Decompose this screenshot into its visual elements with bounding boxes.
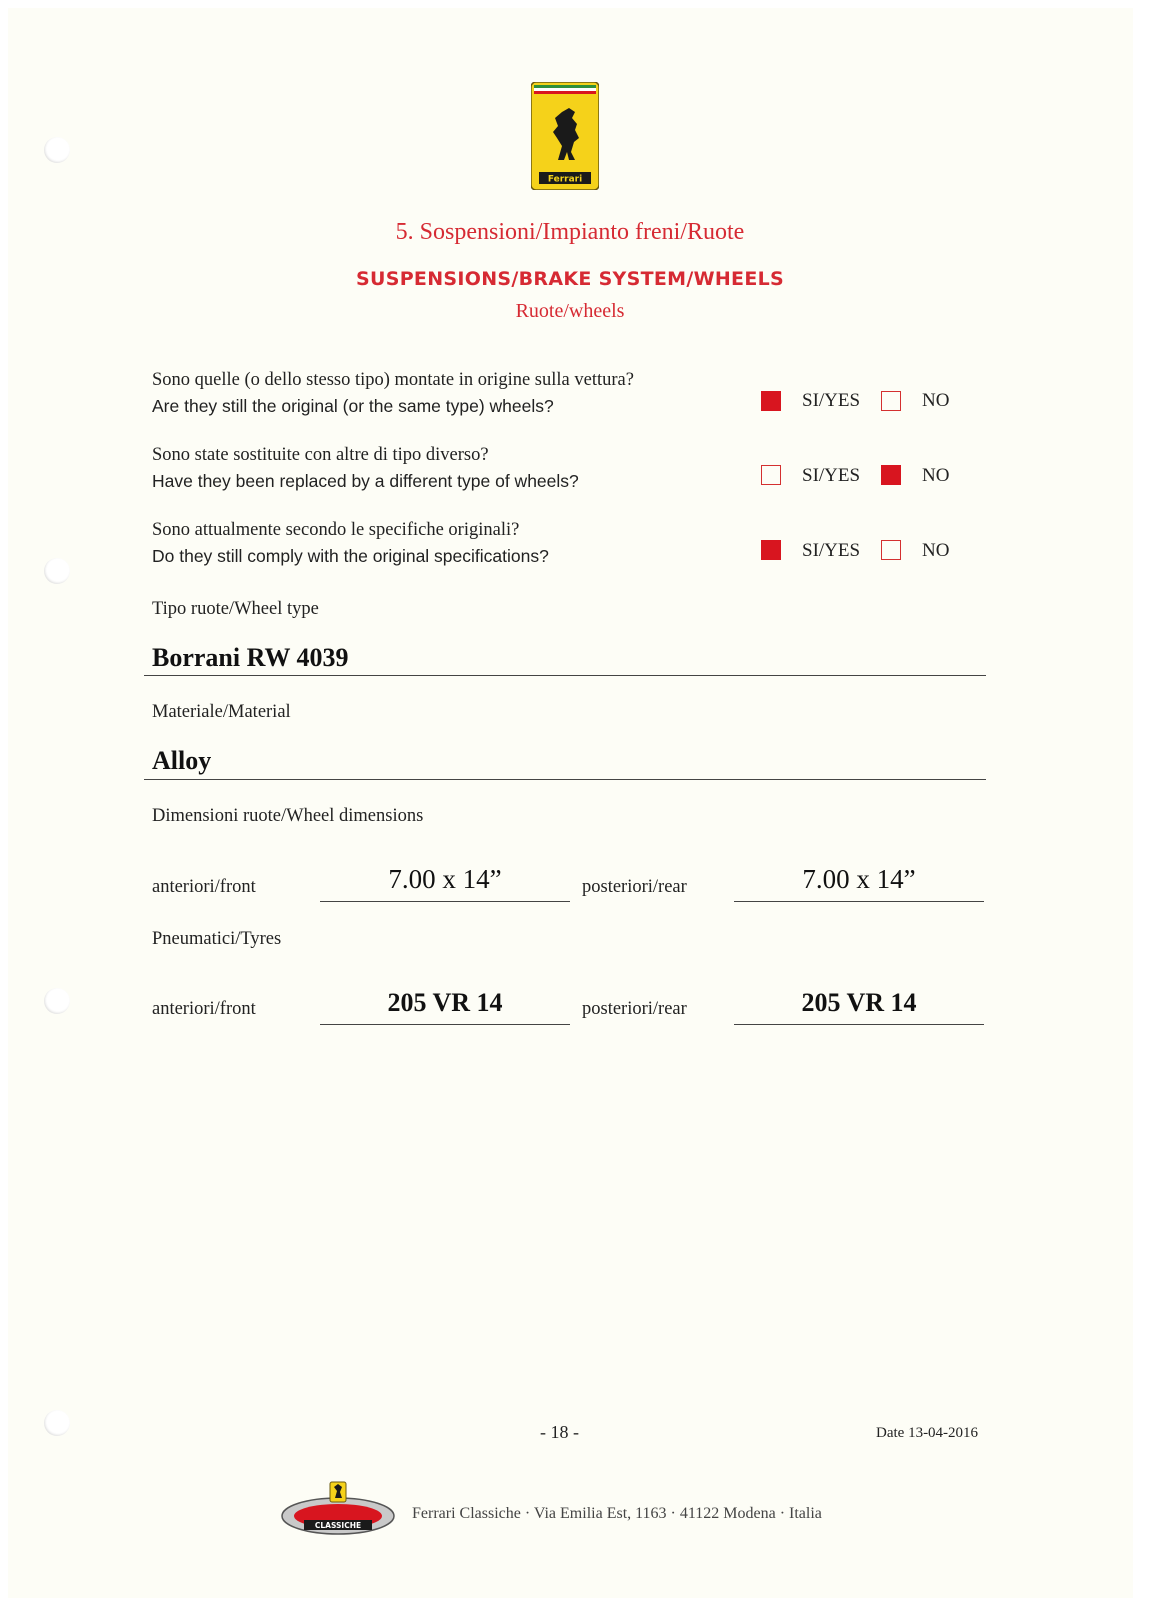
question-3-no-checkbox[interactable] [881, 540, 901, 560]
question-3-yes-label: SI/YES [802, 540, 861, 561]
wheel-dimensions-front-underline [320, 901, 570, 902]
ferrari-shield-logo [531, 82, 599, 190]
punch-hole [44, 558, 70, 584]
punch-hole [44, 988, 70, 1014]
tyres-rear-label: posteriori/rear [582, 999, 687, 1019]
tyres-rear-underline [734, 1024, 984, 1025]
punch-hole [44, 1410, 70, 1436]
document-date: Date 13-04-2016 [876, 1425, 979, 1441]
subsection-title: Ruote/wheels [515, 300, 625, 322]
question-2-yes-checkbox[interactable] [761, 465, 781, 485]
section-title-english: SUSPENSIONS/BRAKE SYSTEM/WHEELS [356, 268, 784, 290]
question-1-yes-label: SI/YES [802, 390, 861, 411]
question-2-italian: Sono state sostituite con altre di tipo diverso? [152, 445, 489, 465]
question-1-italian: Sono quelle (o dello stesso tipo) montate in origine sulla vettura? [152, 370, 634, 390]
question-1-yes-checkbox[interactable] [761, 391, 781, 411]
wheel-dimensions-rear-underline [734, 901, 984, 902]
wheel-dimensions-rear-value[interactable]: 7.00 x 14” [802, 864, 916, 894]
question-2-no-label: NO [922, 465, 950, 486]
logo-text: Ferrari [547, 174, 583, 185]
question-1-no-checkbox[interactable] [881, 391, 901, 411]
question-2-english: Have they been replaced by a different type of wheels? [152, 471, 579, 491]
wheel-dimensions-label: Dimensioni ruote/Wheel dimensions [152, 806, 424, 826]
wheel-type-underline [144, 675, 986, 676]
question-3-yes-checkbox[interactable] [761, 540, 781, 560]
question-1-english: Are they still the original (or the same type) wheels? [152, 396, 554, 416]
wheel-dimensions-front-label: anteriori/front [152, 877, 256, 897]
question-3-no-label: NO [922, 540, 950, 561]
question-3-english: Do they still comply with the original specifications? [152, 546, 549, 566]
material-label: Materiale/Material [152, 702, 291, 722]
page-number: - 18 - [540, 1422, 579, 1442]
question-2 [152, 442, 579, 494]
question-3-italian: Sono attualmente secondo le specifiche originali? [152, 520, 520, 540]
section-title-italian: 5. Sospensioni/Impianto freni/Ruote [395, 219, 745, 245]
question-1-no-label: NO [922, 390, 950, 411]
question-2-no-checkbox[interactable] [881, 465, 901, 485]
material-value[interactable]: Alloy [152, 746, 212, 775]
footer-address: Ferrari Classiche · Via Emilia Est, 1163 · 41122 Modena · Italia [412, 1505, 822, 1522]
wheel-type-value[interactable]: Borrani RW 4039 [152, 643, 349, 672]
question-1 [152, 367, 634, 419]
ferrari-classiche-logo [278, 1476, 398, 1546]
classiche-logo-text: CLASSICHE [314, 1521, 362, 1530]
question-3 [152, 517, 549, 569]
tyres-front-underline [320, 1024, 570, 1025]
question-2-yes-label: SI/YES [802, 465, 861, 486]
tyres-front-label: anteriori/front [152, 999, 256, 1019]
wheel-dimensions-front-value[interactable]: 7.00 x 14” [388, 864, 502, 894]
punch-hole [44, 137, 70, 163]
tyres-front-value[interactable]: 205 VR 14 [387, 988, 503, 1017]
tyres-rear-value[interactable]: 205 VR 14 [801, 988, 917, 1017]
wheel-type-label: Tipo ruote/Wheel type [152, 599, 319, 619]
document-page [8, 8, 1133, 1598]
wheel-dimensions-rear-label: posteriori/rear [582, 877, 687, 897]
tyres-label: Pneumatici/Tyres [152, 929, 282, 949]
material-underline [144, 779, 986, 780]
